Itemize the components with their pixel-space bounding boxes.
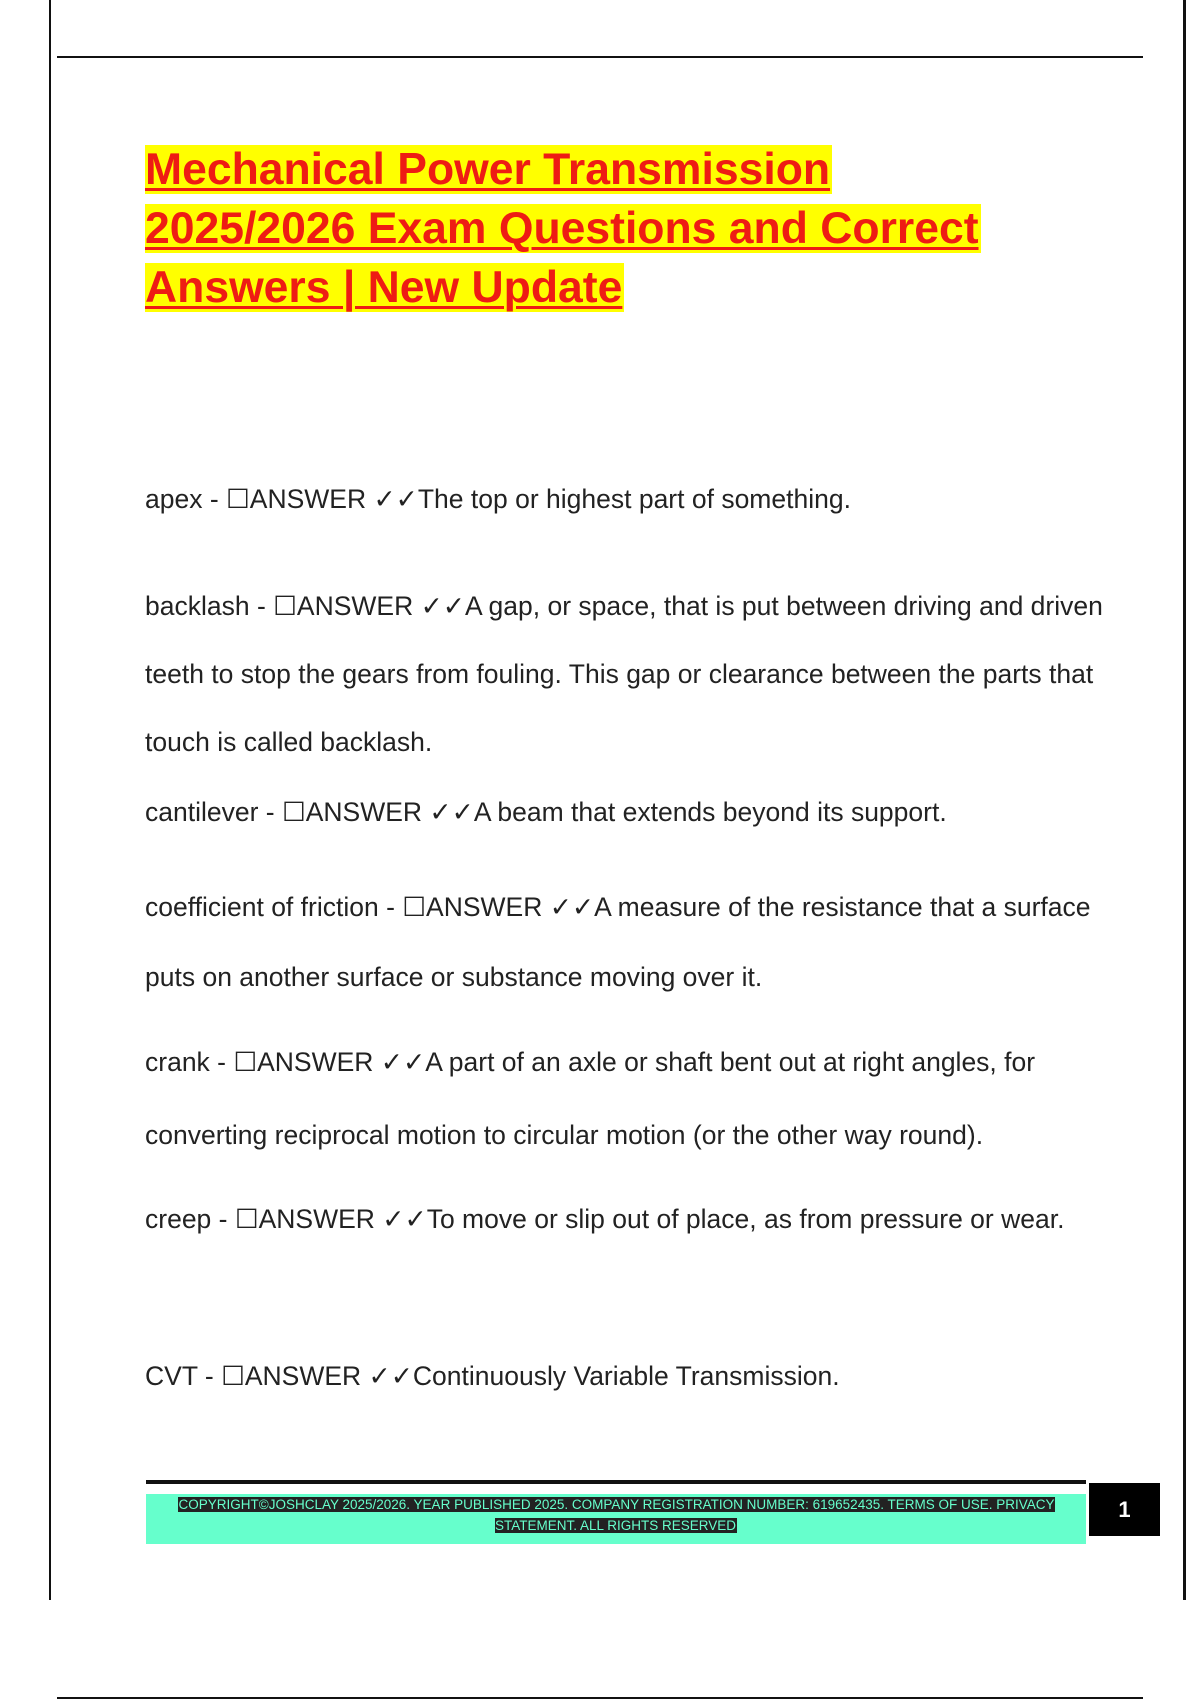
next-page-rule [57,1697,1143,1699]
answer-marker: - ☐ANSWER ✓✓ [211,1204,427,1234]
page-right-border [1183,0,1186,1600]
copyright-notice: COPYRIGHT©JOSHCLAY 2025/2026. YEAR PUBLISHED 2025. COMPANY REGISTRATION NUMBER: 619652435. TERMS OF USE. PRIVACY STATEMENT. ALL RIGHTS RESERVED [178,1497,1055,1533]
qa-entry-crank [145,1026,1105,1172]
qa-term: creep [145,1204,212,1234]
title-line: 2025/2026 Exam Questions and Correct [145,204,979,253]
qa-term: apex [145,484,203,514]
qa-definition: A beam that extends beyond its support. [473,797,947,827]
qa-definition: The top or highest part of something. [417,484,851,514]
document-title [145,140,1105,317]
qa-entry-cantilever [145,794,1105,830]
page-number: 1 [1089,1483,1160,1536]
qa-entry-backlash [145,572,1111,776]
title-line: Mechanical Power Transmission [145,145,831,194]
qa-definition: A measure of the resistance that a surface puts on another surface or substance moving over it. [145,892,1098,992]
footer-rule [146,1480,1086,1484]
header-rule [57,56,1143,58]
answer-marker: - ☐ANSWER ✓✓ [197,1361,413,1391]
answer-marker: - ☐ANSWER ✓✓ [249,591,465,621]
qa-term: cantilever [145,797,259,827]
qa-entry-cvt [145,1358,1105,1394]
qa-term: crank [145,1047,210,1077]
qa-definition: A gap, or space, that is put between driving and driven teeth to stop the gears from fouling. This gap or clearance between the parts that touch is called backlash. [145,591,1111,757]
answer-marker: - ☐ANSWER ✓✓ [202,484,418,514]
qa-term: CVT [145,1361,198,1391]
page-left-border [49,0,51,1600]
answer-marker: - ☐ANSWER ✓✓ [209,1047,426,1077]
answer-marker: - ☐ANSWER ✓✓ [378,892,595,922]
qa-term: coefficient of friction [145,892,379,922]
qa-entry-creep [145,1184,1105,1255]
footer-copyright-band [146,1494,1086,1544]
answer-marker: - ☐ANSWER ✓✓ [258,797,474,827]
title-line: Answers | New Update [145,263,623,312]
qa-term: backlash [145,591,250,621]
qa-definition: A part of an axle or shaft bent out at right angles, for converting reciprocal motion to circular motion (or the other way round). [145,1047,1043,1150]
qa-definition: To move or slip out of place, as from pressure or wear. [426,1204,1065,1234]
qa-definition: Continuously Variable Transmission. [412,1361,840,1391]
qa-entry-apex [145,481,1105,517]
qa-entry-coefficient-of-friction [145,872,1105,1012]
